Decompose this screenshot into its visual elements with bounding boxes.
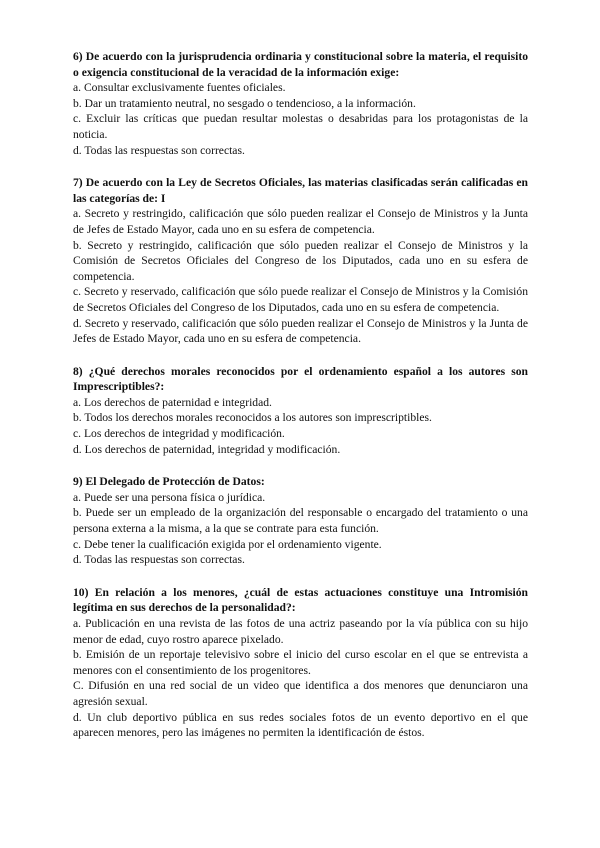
option-d: d. Secreto y reservado, calificación que sólo pueden realizar el Consejo de Ministros y la Junta de Jefes de Estado Mayor, cada uno en su esfera de competencia. — [73, 316, 528, 346]
option-a: a. Secreto y restringido, calificación que sólo pueden realizar el Consejo de Ministros y la Junta de Jefes de Estado Mayor, cada uno en su esfera de competencia. — [73, 207, 528, 236]
option-c: c. Excluir las críticas que puedan resultar molestas o desabridas para los protagonistas de la noticia. — [73, 112, 528, 141]
question-title: 9) El Delegado de Protección de Datos: — [73, 475, 265, 489]
option-b: b. Emisión de un reportaje televisivo sobre el inicio del curso escolar en el que se entrevista a menores con el consentimiento de los progenitores. — [73, 648, 528, 677]
option-d: d. Todas las respuestas son correctas. — [73, 143, 245, 157]
option-c: c. Los derechos de integridad y modificación. — [73, 427, 285, 441]
question-8 — [73, 364, 528, 458]
question-6 — [73, 49, 528, 158]
document-page — [73, 49, 528, 758]
question-title: 6) De acuerdo con la jurisprudencia ordinaria y constitucional sobre la materia, el requisito o exigencia constitucional de la veracidad de la información exige: — [73, 50, 528, 79]
question-10 — [73, 585, 528, 741]
option-d: d. Un club deportivo pública en sus redes sociales fotos de un evento deportivo en el que aparecen menores, pero las imágenes no permiten la identificación de éstos. — [73, 710, 528, 740]
option-d: d. Todas las respuestas son correctas. — [73, 553, 245, 567]
option-b: b. Secreto y restringido, calificación que sólo pueden realizar el Consejo de Ministros y la Comisión de Secretos Oficiales del Congreso de los Diputados, cada uno en su esfera de competencia. — [73, 238, 528, 283]
option-a: a. Consultar exclusivamente fuentes oficiales. — [73, 81, 286, 95]
question-title: 7) De acuerdo con la Ley de Secretos Oficiales, las materias clasificadas serán calificadas en las categorías de: I — [73, 176, 528, 205]
option-b: b. Todos los derechos morales reconocidos a los autores son imprescriptibles. — [73, 411, 432, 425]
question-title: 10) En relación a los menores, ¿cuál de estas actuaciones constituye una Intromisión legítima en sus derechos de la personalidad?: — [73, 585, 528, 615]
option-d: d. Los derechos de paternidad, integridad y modificación. — [73, 442, 341, 456]
option-a: a. Publicación en una revista de las fotos de una actriz paseando por la vía pública con su hijo menor de edad, cuyo rostro aparece pixelado. — [73, 617, 528, 646]
option-c: C. Difusión en una red social de un video que identifica a dos menores que denunciaron una agresión sexual. — [73, 679, 528, 708]
question-7 — [73, 175, 528, 347]
option-b: b. Dar un tratamiento neutral, no sesgado o tendencioso, a la información. — [73, 96, 416, 110]
option-c: c. Secreto y reservado, calificación que sólo puede realizar el Consejo de Ministros y la Comisión de Secretos Oficiales del Congreso de los Diputados, cada uno en su esfera de competencia. — [73, 285, 528, 314]
option-a: a. Puede ser una persona física o jurídica. — [73, 490, 266, 504]
option-c: c. Debe tener la cualificación exigida por el ordenamiento vigente. — [73, 537, 382, 551]
option-b: b. Puede ser un empleado de la organización del responsable o encargado del tratamiento o una persona externa a la misma, a la que se contrate para esta función. — [73, 506, 528, 536]
question-9 — [73, 474, 528, 568]
question-title: 8) ¿Qué derechos morales reconocidos por el ordenamiento español a los autores son Imprescriptibles?: — [73, 364, 528, 394]
option-a: a. Los derechos de paternidad e integridad. — [73, 395, 272, 409]
